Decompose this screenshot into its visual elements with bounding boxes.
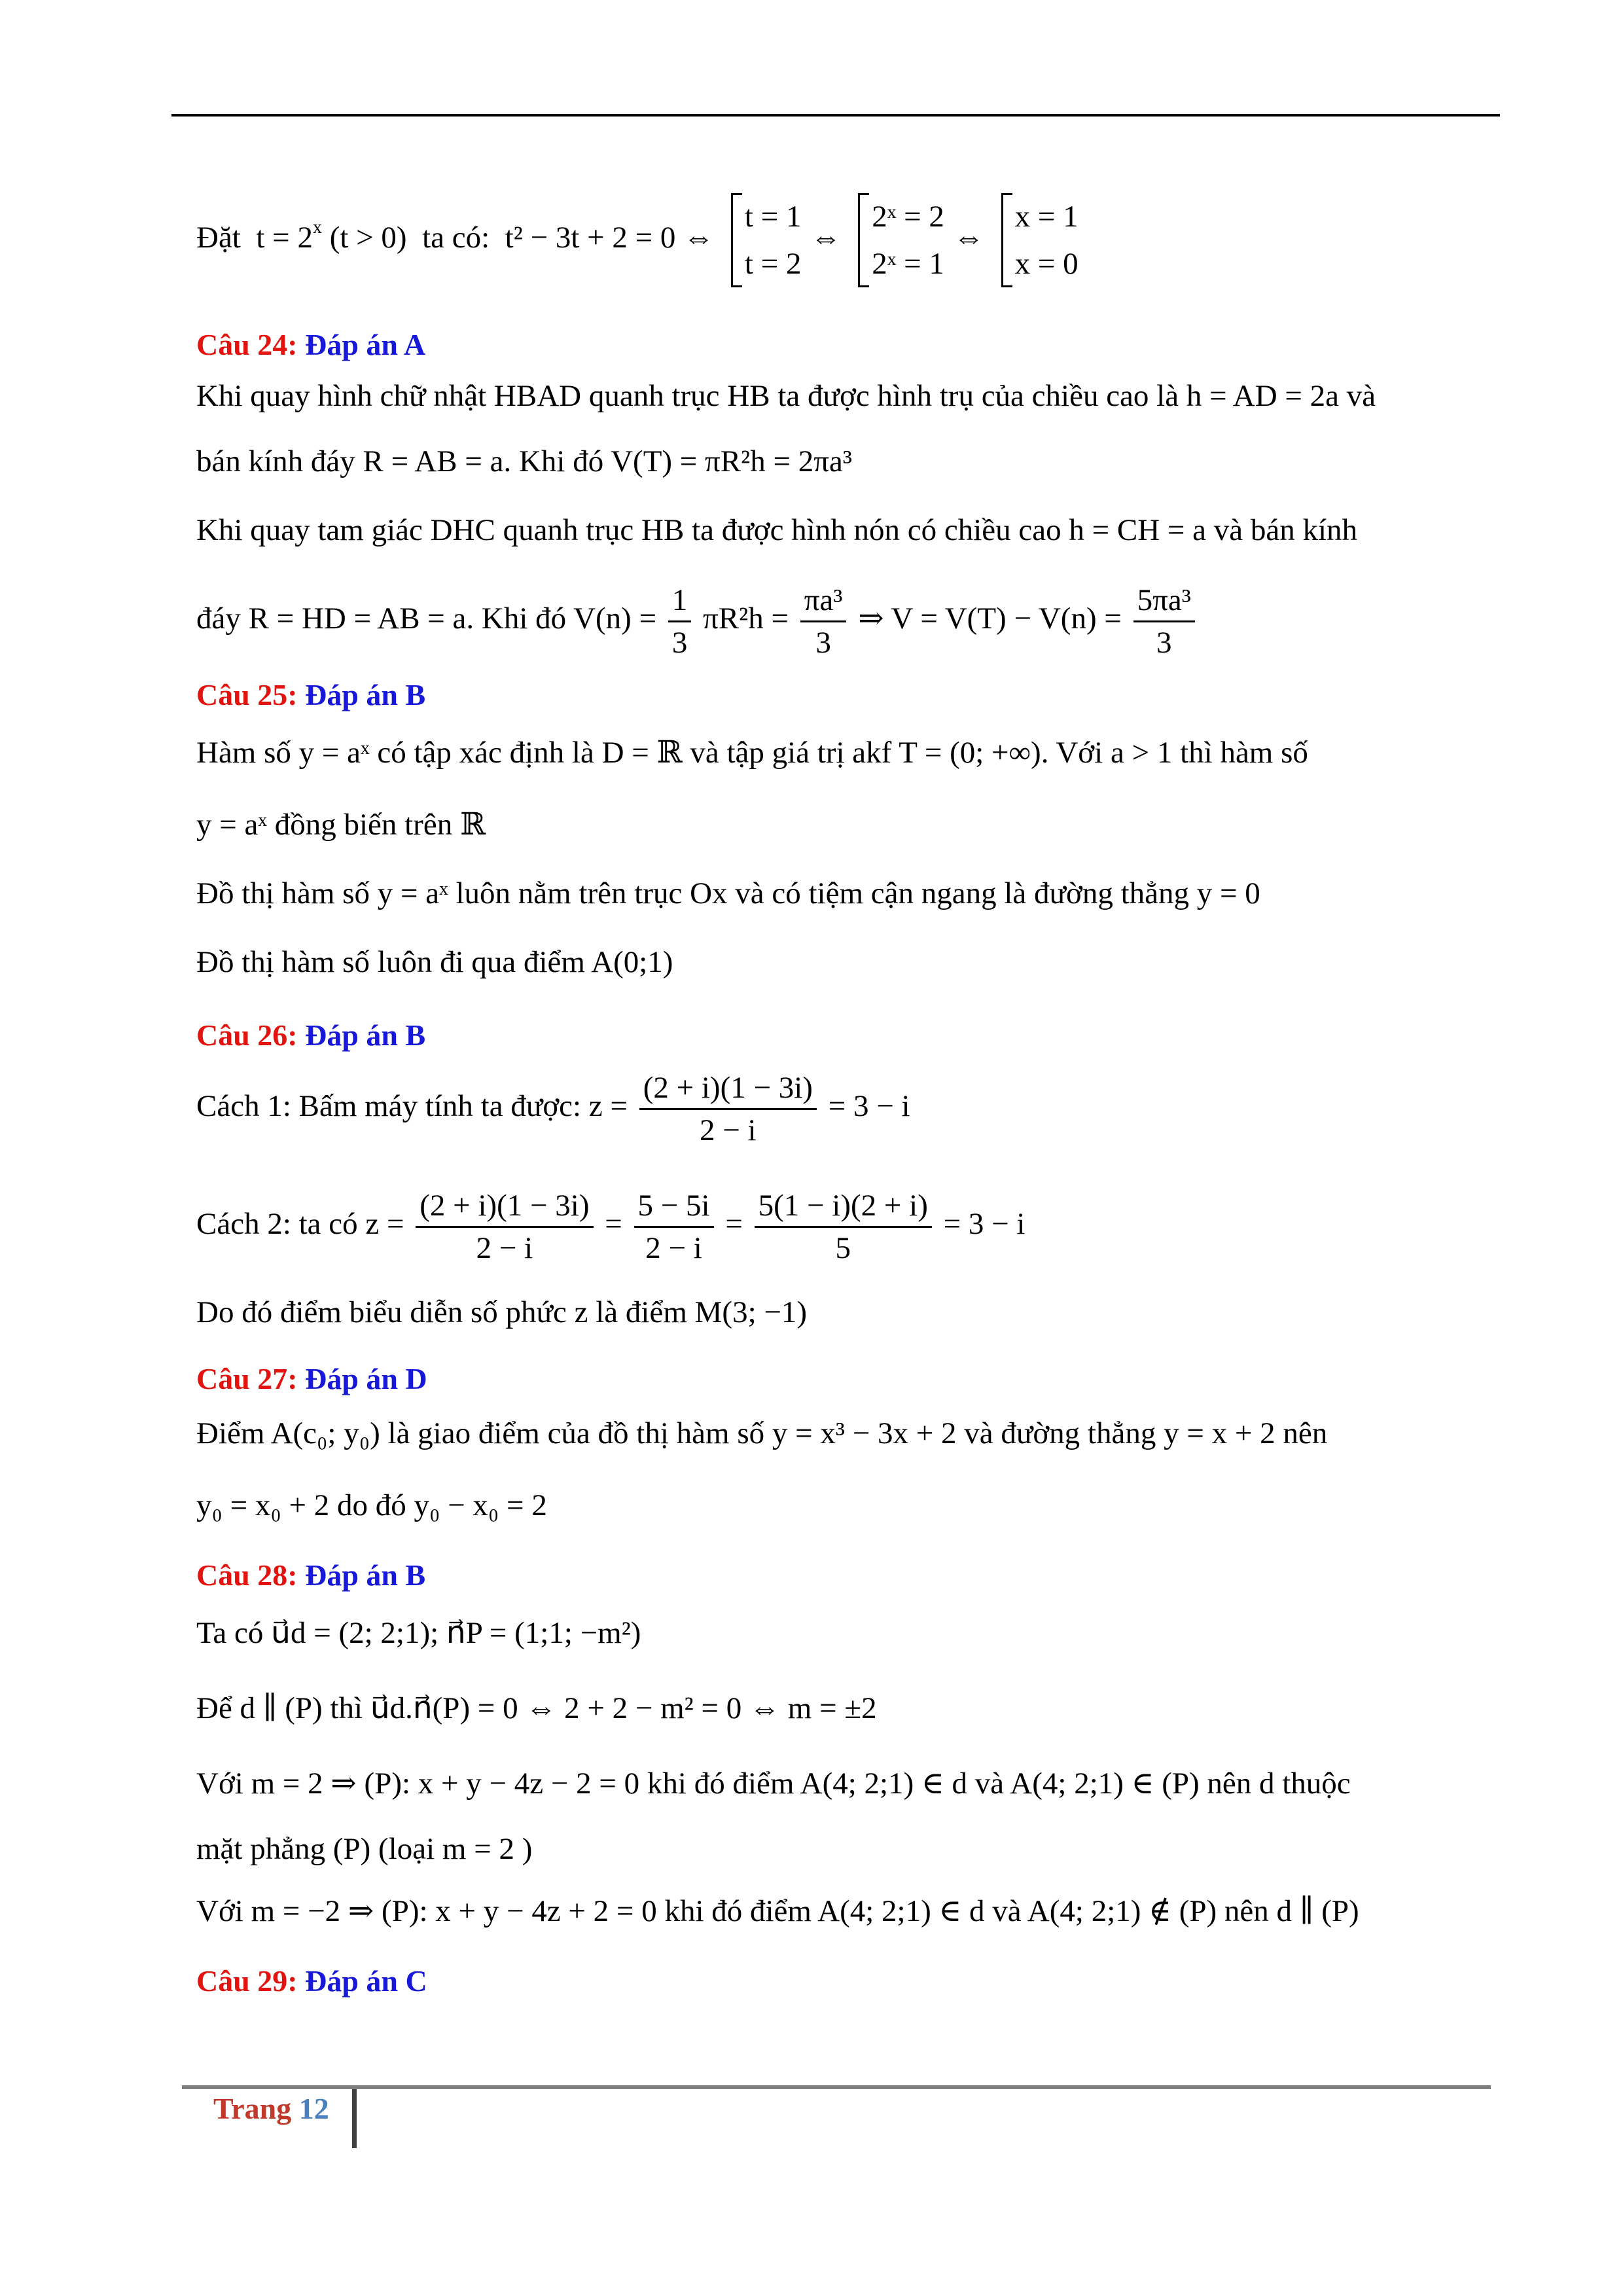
system-1: t = 1 t = 2 bbox=[731, 193, 802, 287]
q27-line-1: Điểm A(c₀; y₀) là giao điểm của đồ thị hàm số y = x³ − 3x + 2 và đường thẳng y = x + 2 nên bbox=[196, 1416, 1328, 1450]
q27-line-2: y₀ = x₀ + 2 do đó y₀ − x₀ = 2 bbox=[196, 1488, 547, 1522]
q25-line-4: Đồ thị hàm số luôn đi qua điểm A(0;1) bbox=[196, 945, 673, 979]
intro-cond: (t > 0) bbox=[329, 220, 407, 255]
q28-line-3: Với m = 2 ⇒ (P): x + y − 4z − 2 = 0 khi đó điểm A(4; 2;1) ∈ d và A(4; 2;1) ∈ (P) nên d thuộc bbox=[196, 1767, 1351, 1801]
intro-equation: t² − 3t + 2 = 0 ⇔ bbox=[505, 220, 715, 255]
q28-line-4: mặt phẳng (P) (loại m = 2 ) bbox=[196, 1832, 533, 1866]
q25-line-2: y = aˣ đồng biến trên ℝ bbox=[196, 808, 486, 842]
q26-method-1: Cách 1: Bấm máy tính ta được: z = $\frac{(2 + i)(1 - 3i)}{2 - i}$ = 3 − i bbox=[196, 1064, 910, 1151]
fraction-5pi-a3-over-3: $\frac{\text{5πa³}}{3}$ bbox=[1133, 580, 1195, 663]
fraction-method-2b: $\frac{5 - 5i}{2 - i}$ bbox=[634, 1185, 714, 1268]
q24-line-4: đáy R = HD = AB = a. Khi đó V(n) = $\frac{1}{3}$ πR²h = $\frac{\text{πa³}}{3}$ ⇒ V = V(T) − V(n) = $\frac{\text{5πa³}}{3}$ bbox=[196, 576, 1199, 663]
fraction-pi-a3-over-3: $\frac{\text{πa³}}{3}$ bbox=[800, 580, 847, 663]
q28-heading: Câu 28: Đáp án B bbox=[196, 1558, 426, 1592]
q27-heading: Câu 27: Đáp án D bbox=[196, 1362, 427, 1395]
page-number-value: 12 bbox=[298, 2092, 329, 2125]
fraction-method-1: $\frac{(2 + i)(1 - 3i)}{2 - i}$ bbox=[639, 1067, 817, 1151]
q24-heading: Câu 24: Đáp án A bbox=[196, 328, 426, 361]
intro-ta-co: ta có: bbox=[422, 220, 490, 255]
header-rule bbox=[171, 114, 1500, 117]
q25-line-1: Hàm số y = aˣ có tập xác định là D = ℝ và tập giá trị akf T = (0; +∞). Với a > 1 thì hàm số bbox=[196, 736, 1308, 770]
q28-line-2: Để d ∥ (P) thì u⃗d.n⃗(P) = 0 ⇔ 2 + 2 − m² = 0 ⇔ m = ±2 bbox=[196, 1691, 877, 1725]
q29-heading: Câu 29: Đáp án C bbox=[196, 1964, 427, 1998]
system-3: x = 1 x = 0 bbox=[1001, 193, 1079, 287]
q28-line-1: Ta có u⃗d = (2; 2;1); n⃗P = (1;1; −m²) bbox=[196, 1616, 641, 1650]
system-2: 2ˣ = 2 2ˣ = 1 bbox=[858, 193, 944, 287]
intro-lead: Đặt bbox=[196, 220, 241, 255]
page-number bbox=[213, 2091, 329, 2126]
footer-divider bbox=[352, 2089, 357, 2148]
fraction-one-third: $\frac{1}{3}$ bbox=[668, 580, 692, 663]
q24-line-2: bán kính đáy R = AB = a. Khi đó V(T) = πR²h = 2πa³ bbox=[196, 444, 852, 478]
intro-line: Đặt $t = 2^x$ (t > 0) ta có: t² − 3t + 2 = 0 ⇔ t = 1 t = 2 ⇔ 2ˣ = 2 2ˣ = 1 ⇔ x = 1 x = 0 bbox=[196, 193, 1088, 287]
footer-rule bbox=[182, 2085, 1491, 2089]
q26-heading: Câu 26: Đáp án B bbox=[196, 1018, 426, 1052]
fraction-method-2a: $\frac{(2 + i)(1 - 3i)}{2 - i}$ bbox=[416, 1185, 593, 1268]
q26-line-3: Do đó điểm biểu diễn số phức z là điểm M(3; −1) bbox=[196, 1295, 808, 1329]
q28-line-5: Với m = −2 ⇒ (P): x + y − 4z + 2 = 0 khi đó điểm A(4; 2;1) ∈ d và A(4; 2;1) ∉ (P) nên d ∥ (P) bbox=[196, 1894, 1359, 1928]
q24-line-1: Khi quay hình chữ nhật HBAD quanh trục HB ta được hình trụ của chiều cao là h = AD = 2a và bbox=[196, 379, 1376, 413]
intro-sub: t = 2 bbox=[256, 220, 313, 255]
q25-line-3: Đồ thị hàm số y = aˣ luôn nằm trên trục Ox và có tiệm cận ngang là đường thẳng y = 0 bbox=[196, 876, 1260, 910]
q26-method-2: Cách 2: ta có z = $\frac{(2 + i)(1 - 3i)}{2 - i}$ = $\frac{5 - 5i}{2 - i}$ = $\frac{5(1 - i)(2 + i)}{5}$ = 3 − i bbox=[196, 1181, 1025, 1268]
q25-heading: Câu 25: Đáp án B bbox=[196, 678, 426, 711]
q24-line-3: Khi quay tam giác DHC quanh trục HB ta được hình nón có chiều cao h = CH = a và bán kính bbox=[196, 513, 1358, 547]
fraction-method-2c: $\frac{5(1 - i)(2 + i)}{5}$ bbox=[755, 1185, 932, 1268]
page-label: Trang bbox=[213, 2092, 292, 2125]
